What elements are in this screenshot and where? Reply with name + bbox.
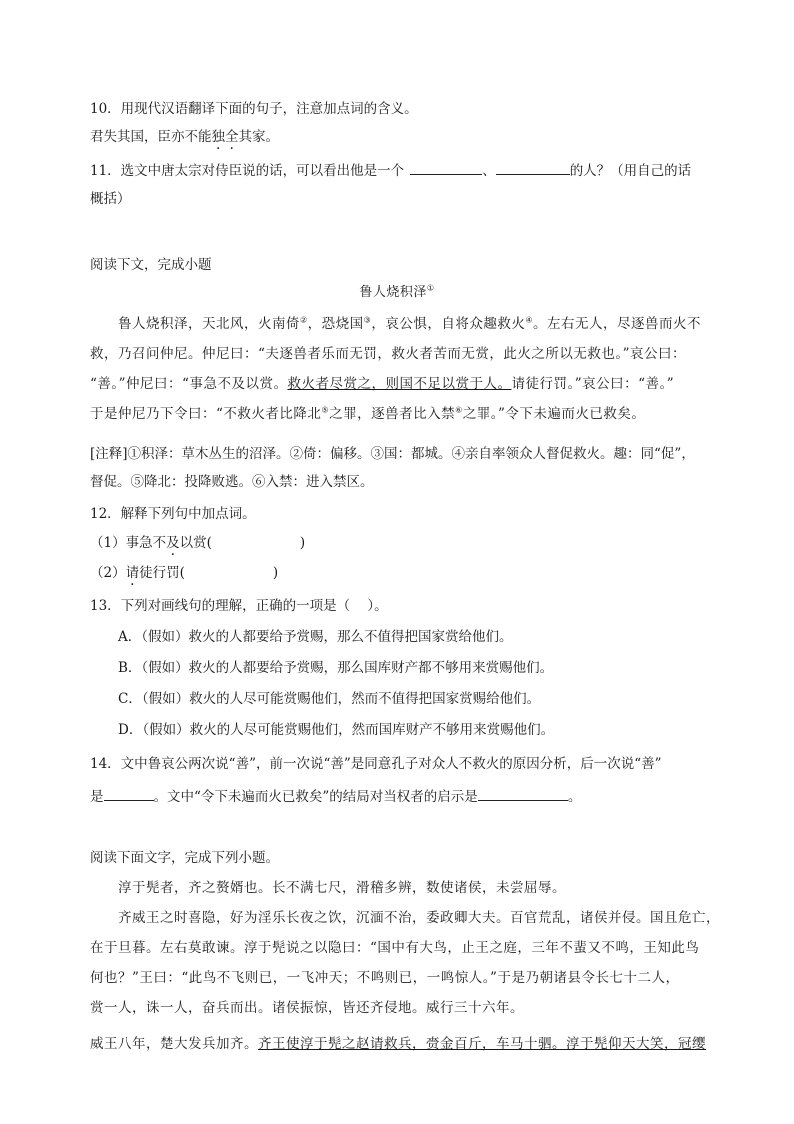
q11-line2: 概括） [90,191,131,207]
passage-text: ，哀公惧，自将众趣救火 [371,316,526,332]
q14-answer-blank-2[interactable] [478,786,568,801]
underlined-sentence: 救火者尽赏之，则国不足以赏于人。 [287,376,512,392]
passage2-line5: 赏一人，诛一人，奋兵而出。诸侯振惊，皆还齐侵地。威行三十六年。 [90,1000,524,1016]
passage2-line3: 在于旦暮。左右莫敢谏。淳于髡说之以隐曰：“国中有大鸟，止王之庭，三年不蜚又不鸣，王知此鸟 [90,940,700,956]
annotation-line2: 督促。⑤降北：投降败逃。⑥入禁：进入禁区。 [90,474,374,490]
passage-title-note: ① [426,283,435,293]
passage-para-line1 [118,314,701,334]
q14-text: 。 [567,789,582,805]
passage-text: ，恐烧国 [307,316,364,332]
q12-item1-text: （1）事急不 [90,535,167,551]
passage-text: 之罪，逐兽者比入禁 [329,406,456,422]
footnote-marker: ⑥ [455,405,463,415]
q13-option-c[interactable]: C．（假如）救火的人尽可能赏赐他们，然而不值得把国家赏赐给他们。 [118,691,541,707]
passage2-line2: 齐威王之时喜隐，好为淫乐长夜之饮，沉湎不治，委政卿大夫。百官荒乱，诸侯并侵。国且危亡， [118,910,720,926]
passage-text: 鲁人烧积泽，天北风，火南倚 [118,316,300,332]
passage-para-line2: 救，乃召问仲尼。仲尼曰：“夫逐兽者乐而无罚，救火者苦而无赏，此火之所以无救也。”哀公曰： [90,346,687,362]
section2-instruction: 阅读下文，完成小题 [90,257,212,273]
q12-item2-dotted-word: 请 [125,565,140,581]
passage-text: 于是仲尼乃下令曰：“不救火者比降北 [90,406,322,422]
passage2-line1: 淳于髡者，齐之赘婿也。长不满七尺，滑稽多辨，数使诸侯，未尝屈辱。 [118,880,566,896]
q14-text: 。文中“令下未遍而火已救矣”的结局对当权者的启示是 [153,789,478,805]
underlined-sentence: 齐王使淳于髡之赵请救兵，赍金百斤，车马十驷。 [258,1036,566,1052]
footnote-marker: ② [300,315,308,325]
passage-text: 威王八年，楚大发兵加齐。 [90,1036,258,1052]
footnote-marker: ④ [525,315,534,325]
q11-prompt-a: 11．选文中唐太宗对侍臣说的话，可以看出他是一个 [90,163,405,179]
q11-line1 [90,160,691,181]
passage-title [0,283,794,303]
q12-title: 12．解释下列句中加点词。 [90,506,256,522]
q13-option-a[interactable]: A．（假如）救火的人都要给予赏赐，那么不值得把国家赏给他们。 [118,629,513,645]
q14-line2 [90,786,581,807]
q14-line1: 14．文中鲁哀公两次说“善”，前一次说“善”是同意孔子对众人不救火的原因分析，后一次说“善” [90,756,662,772]
q13-title: 13．下列对画线句的理解，正确的一项是（ ）。 [90,598,388,614]
annotation-line1: [注释]①积泽：草木丛生的沼泽。②倚：偏移。③国：都城。④亲自率领众人督促救火。趣：同“促”， [90,446,695,462]
q13-option-b[interactable]: B．（假如）救火的人都要给予赏赐，那么国库财产都不够用来赏赐他们。 [118,660,554,676]
underlined-sentence: 淳于髡仰天大笑，冠缨 [566,1036,706,1052]
q14-answer-blank-1[interactable] [104,786,154,801]
q12-item-2 [90,563,278,583]
passage-text: 。左右无人，尽逐兽而火不 [533,316,702,332]
q10-sentence [90,127,279,147]
q10-dotted-word-2: 全 [225,129,239,145]
q12-item1-close: ) [299,535,306,551]
section3-instruction: 阅读下面文字，完成下列小题。 [90,850,279,866]
q12-item2-close: ) [272,565,279,581]
q11-answer-blank-1[interactable] [410,160,482,175]
q13-option-d[interactable]: D．（假如）救火的人尽可能赏赐他们，然而国库财产不够用来赏赐他们。 [118,722,555,738]
passage-text: “善。”仲尼曰：“事急不及以赏。 [90,376,288,392]
q10-title: 10．用现代汉语翻译下面的句子，注意加点词的含义。 [90,101,418,117]
passage-text: 请徒行罚。”哀公曰：“善。” [511,376,675,392]
q12-item1-dotted-word: 及 [166,535,180,551]
passage-text: 之罪。”令下未遍而火已救矣。 [462,406,646,422]
passage-title-text: 鲁人烧积泽 [359,285,427,300]
passage-para-line4 [90,404,645,424]
q10-sentence-part-b: 其家。 [238,129,279,145]
q12-item2-text: （2） [90,565,126,581]
passage2-line6 [90,1034,706,1054]
q12-item1-text: 以赏( [179,535,212,551]
q11-answer-blank-2[interactable] [496,160,570,175]
passage-para-line3 [90,374,674,394]
footnote-marker: ⑤ [321,405,330,415]
q12-item2-text: 徒行罚( [139,565,185,581]
passage2-line4: 何也？”王曰：“此鸟不飞则已，一飞冲天；不鸣则已，一鸣惊人。”于是乃朝诸县令长七十二人， [90,970,680,986]
footnote-marker: ③ [363,315,372,325]
q11-prompt-b: 的人？（用自己的话 [569,163,692,179]
q12-item-1 [90,533,305,553]
q10-dotted-word-1: 独 [211,129,225,145]
q10-sentence-part-a: 君失其国，臣亦不能 [90,129,212,145]
q11-separator: 、 [482,163,496,179]
q14-text: 是 [90,789,104,805]
